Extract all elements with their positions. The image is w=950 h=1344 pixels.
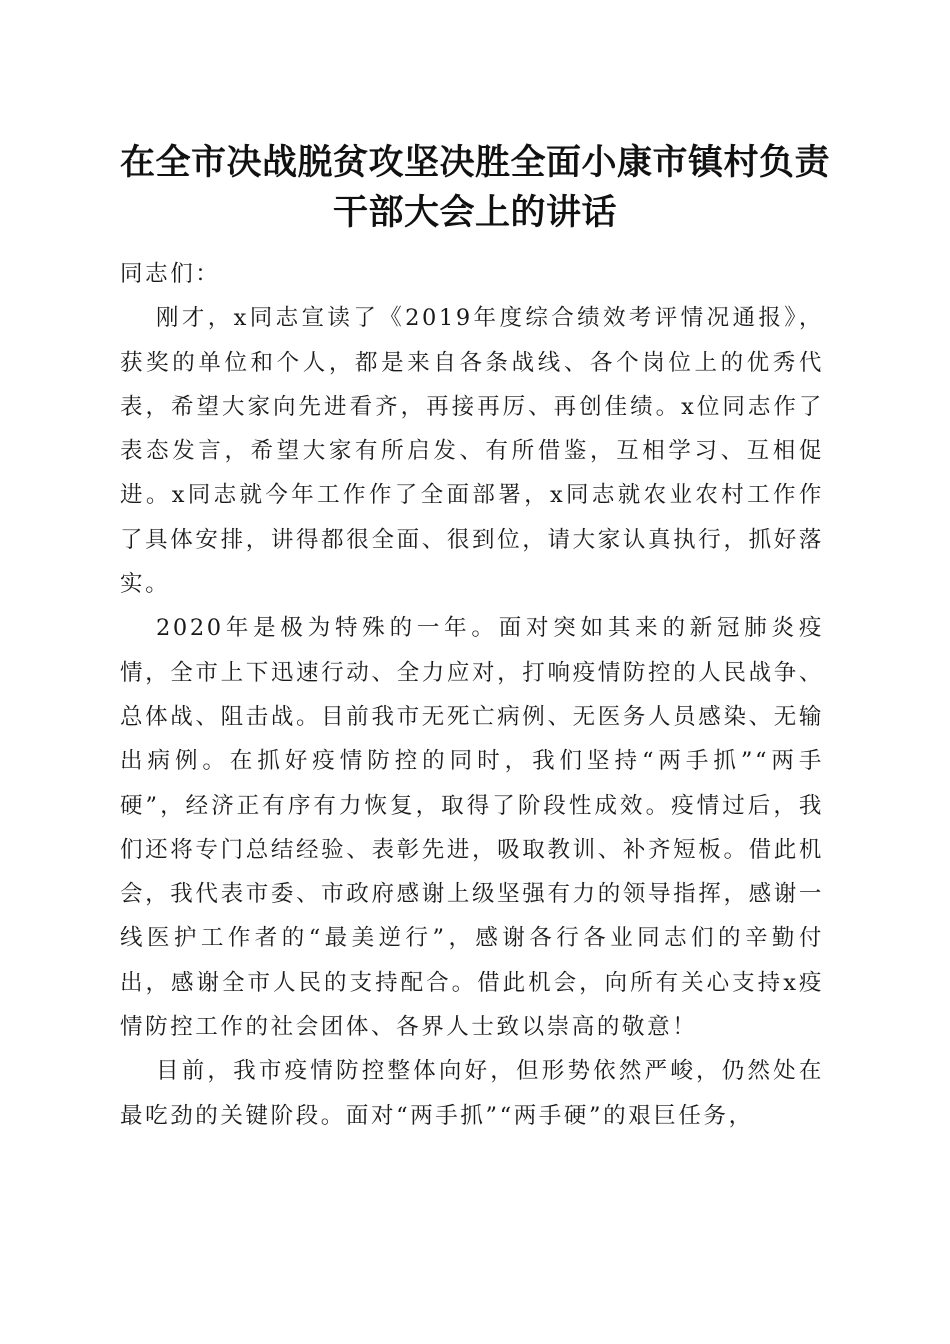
title-line-2: 干部大会上的讲话 (332, 192, 617, 233)
paragraph-epidemic-review: 2020年是极为特殊的一年。面对突如其来的新冠肺炎疫情，全市上下迅速行动、全力应对，打响疫情防控的人民战争、总体战、阻击战。目前我市无死亡病例、无医务人员感染、无输出病例。在抓好疫情防控的同时，我们坚持“两手抓”“两手硬”，经济正有序有力恢复，取得了阶段性成效。疫情过后，我们还将专门总结经验、表彰先进，吸取教训、补齐短板。借此机会，我代表市委、市政府感谢上级坚强有力的领导指挥，感谢一线医护工作者的“最美逆行”，感谢各行各业同志们的辛勤付出，感谢全市人民的支持配合。借此机会，向所有关心支持x疫情防控工作的社会团体、各界人士致以崇高的敬意！ (120, 615, 824, 1041)
speech-body (120, 252, 824, 1138)
paragraph-current-situation: 目前，我市疫情防控整体向好，但形势依然严峻，仍然处在最吃劲的关键阶段。面对“两手抓”“两手硬”的艰巨任务， (120, 1058, 824, 1129)
paragraph-opening-remarks: 刚才，x同志宣读了《2019年度综合绩效考评情况通报》，获奖的单位和个人，都是来自各条战线、各个岗位上的优秀代表，希望大家向先进看齐，再接再厉、再创佳绩。x位同志作了表态发言，希望大家有所启发、有所借鉴，互相学习、互相促进。x同志就今年工作作了全面部署，x同志就农业农村工作作了具体安排，讲得都很全面、很到位，请大家认真执行，抓好落实。 (120, 305, 824, 598)
document-title (100, 138, 850, 238)
greeting: 同志们： (120, 261, 221, 287)
title-line-1: 在全市决战脱贫攻坚决胜全面小康市镇村负责 (119, 142, 830, 183)
